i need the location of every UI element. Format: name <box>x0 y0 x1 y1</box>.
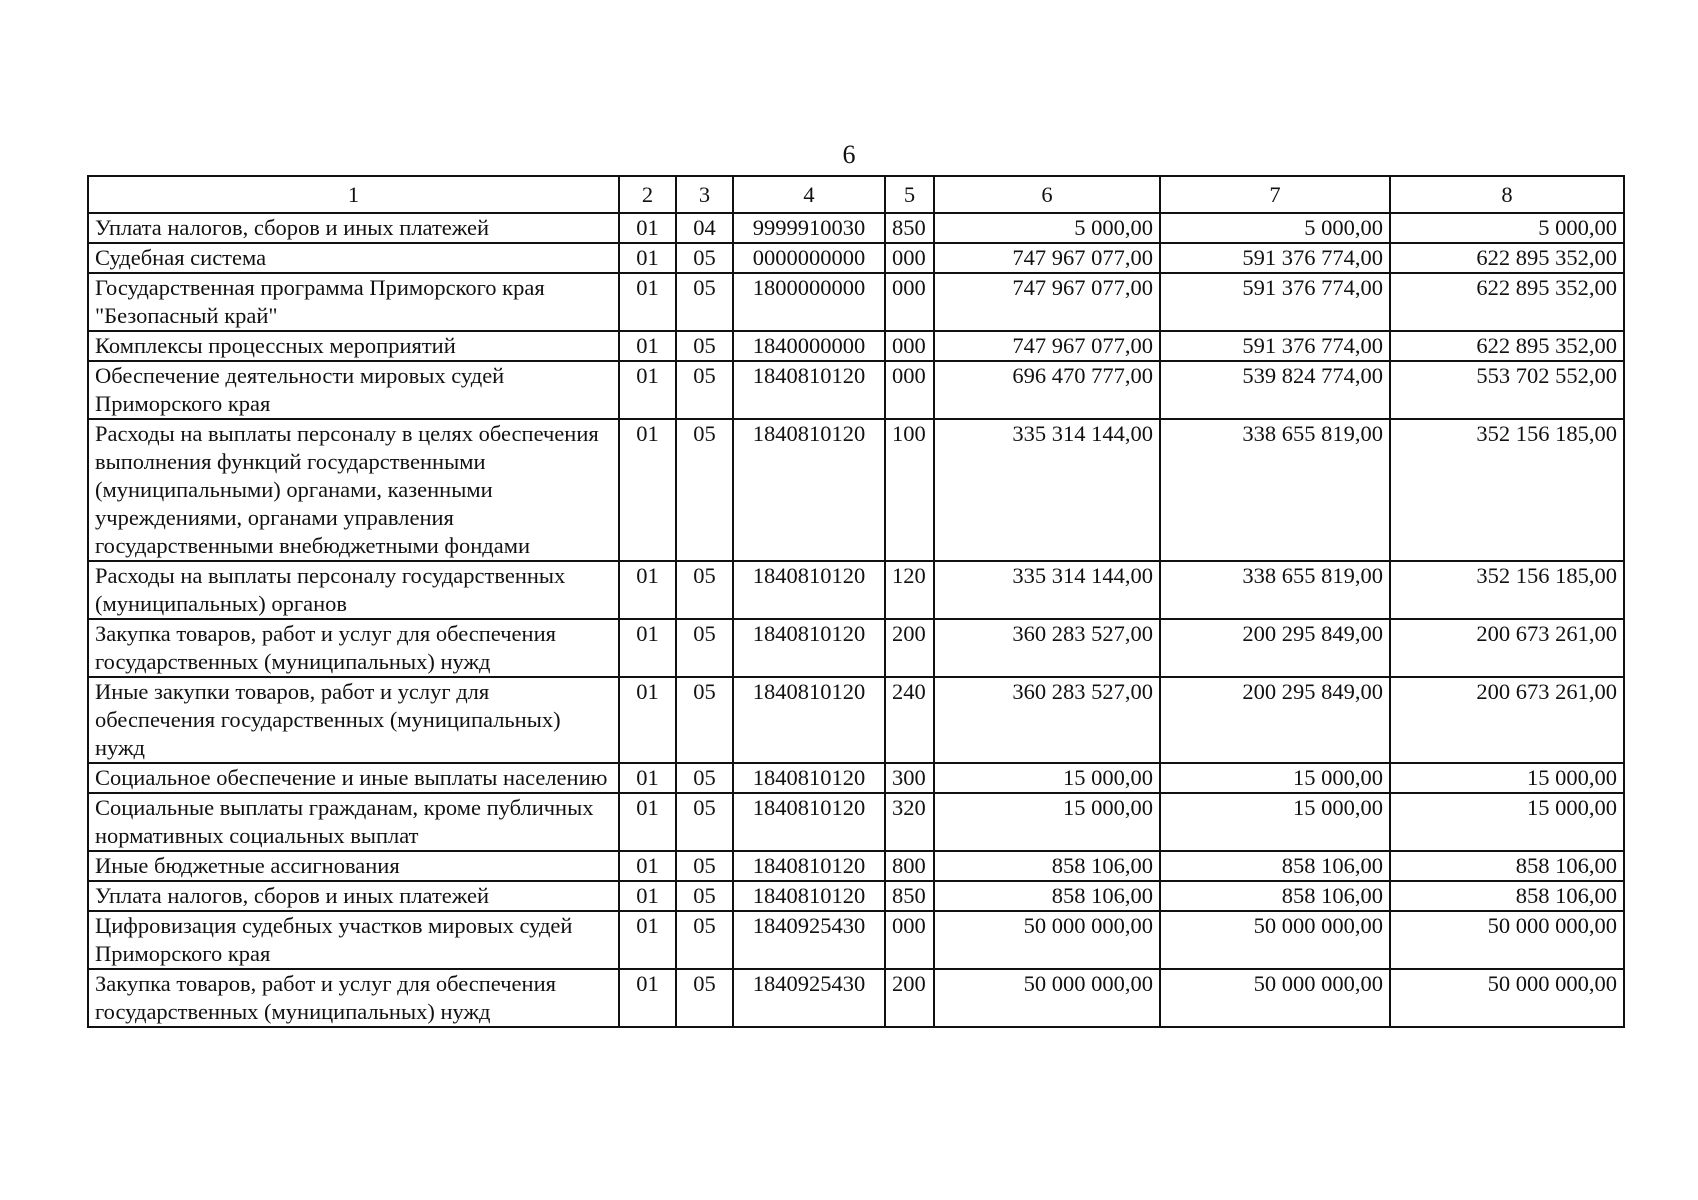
header-cell: 4 <box>733 176 885 213</box>
amount-col8-cell: 200 673 261,00 <box>1390 677 1624 763</box>
section-code-cell: 01 <box>619 361 676 419</box>
table-row <box>88 331 1624 361</box>
amount-col7-cell: 5 000,00 <box>1160 213 1390 243</box>
amount-col6-cell: 5 000,00 <box>934 213 1160 243</box>
expense-type-cell: 800 <box>885 851 934 881</box>
table-row <box>88 763 1624 793</box>
amount-col6-cell: 747 967 077,00 <box>934 243 1160 273</box>
expense-type-cell: 000 <box>885 273 934 331</box>
table-row <box>88 419 1624 561</box>
subsection-code-cell: 05 <box>676 243 733 273</box>
table-row <box>88 969 1624 1027</box>
item-name-cell: Иные бюджетные ассигнования <box>88 851 619 881</box>
expense-type-cell: 200 <box>885 619 934 677</box>
header-cell: 3 <box>676 176 733 213</box>
amount-col7-cell: 591 376 774,00 <box>1160 331 1390 361</box>
header-cell: 6 <box>934 176 1160 213</box>
item-name-cell: Расходы на выплаты персоналу государственных (муниципальных) органов <box>88 561 619 619</box>
amount-col6-cell: 50 000 000,00 <box>934 911 1160 969</box>
item-name-cell: Социальные выплаты гражданам, кроме публичных нормативных социальных выплат <box>88 793 619 851</box>
header-cell: 7 <box>1160 176 1390 213</box>
target-article-cell: 9999910030 <box>733 213 885 243</box>
amount-col8-cell: 622 895 352,00 <box>1390 273 1624 331</box>
subsection-code-cell: 05 <box>676 331 733 361</box>
table-row <box>88 273 1624 331</box>
item-name-cell: Обеспечение деятельности мировых судей Приморского края <box>88 361 619 419</box>
amount-col8-cell: 15 000,00 <box>1390 793 1624 851</box>
section-code-cell: 01 <box>619 911 676 969</box>
expense-type-cell: 000 <box>885 911 934 969</box>
amount-col8-cell: 200 673 261,00 <box>1390 619 1624 677</box>
section-code-cell: 01 <box>619 763 676 793</box>
expense-type-cell: 850 <box>885 881 934 911</box>
amount-col7-cell: 858 106,00 <box>1160 851 1390 881</box>
target-article-cell: 1840925430 <box>733 911 885 969</box>
section-code-cell: 01 <box>619 677 676 763</box>
expense-type-cell: 200 <box>885 969 934 1027</box>
target-article-cell: 1840810120 <box>733 561 885 619</box>
subsection-code-cell: 05 <box>676 911 733 969</box>
budget-table <box>87 175 1625 1028</box>
amount-col7-cell: 200 295 849,00 <box>1160 619 1390 677</box>
amount-col6-cell: 335 314 144,00 <box>934 561 1160 619</box>
target-article-cell: 0000000000 <box>733 243 885 273</box>
expense-type-cell: 120 <box>885 561 934 619</box>
amount-col7-cell: 50 000 000,00 <box>1160 969 1390 1027</box>
item-name-cell: Расходы на выплаты персоналу в целях обеспечения выполнения функций государственными (муниципальными) органами, казенными учреждениями, органами управления государственными внебюджетными фондами <box>88 419 619 561</box>
header-row <box>88 176 1624 213</box>
amount-col7-cell: 539 824 774,00 <box>1160 361 1390 419</box>
section-code-cell: 01 <box>619 561 676 619</box>
expense-type-cell: 000 <box>885 361 934 419</box>
subsection-code-cell: 05 <box>676 273 733 331</box>
item-name-cell: Закупка товаров, работ и услуг для обеспечения государственных (муниципальных) нужд <box>88 969 619 1027</box>
subsection-code-cell: 05 <box>676 619 733 677</box>
amount-col6-cell: 50 000 000,00 <box>934 969 1160 1027</box>
table-row <box>88 881 1624 911</box>
amount-col8-cell: 858 106,00 <box>1390 881 1624 911</box>
amount-col8-cell: 622 895 352,00 <box>1390 331 1624 361</box>
item-name-cell: Цифровизация судебных участков мировых судей Приморского края <box>88 911 619 969</box>
amount-col7-cell: 50 000 000,00 <box>1160 911 1390 969</box>
amount-col6-cell: 696 470 777,00 <box>934 361 1160 419</box>
table-row <box>88 677 1624 763</box>
header-cell: 2 <box>619 176 676 213</box>
target-article-cell: 1840810120 <box>733 361 885 419</box>
amount-col7-cell: 15 000,00 <box>1160 763 1390 793</box>
section-code-cell: 01 <box>619 331 676 361</box>
target-article-cell: 1840925430 <box>733 969 885 1027</box>
target-article-cell: 1800000000 <box>733 273 885 331</box>
item-name-cell: Иные закупки товаров, работ и услуг для обеспечения государственных (муниципальных) нужд <box>88 677 619 763</box>
item-name-cell: Уплата налогов, сборов и иных платежей <box>88 213 619 243</box>
subsection-code-cell: 05 <box>676 677 733 763</box>
amount-col8-cell: 50 000 000,00 <box>1390 969 1624 1027</box>
subsection-code-cell: 05 <box>676 763 733 793</box>
amount-col8-cell: 352 156 185,00 <box>1390 561 1624 619</box>
table-row <box>88 213 1624 243</box>
table-row <box>88 361 1624 419</box>
amount-col6-cell: 360 283 527,00 <box>934 677 1160 763</box>
subsection-code-cell: 05 <box>676 881 733 911</box>
amount-col7-cell: 591 376 774,00 <box>1160 273 1390 331</box>
expense-type-cell: 300 <box>885 763 934 793</box>
item-name-cell: Государственная программа Приморского края "Безопасный край" <box>88 273 619 331</box>
table-row <box>88 851 1624 881</box>
table-row <box>88 619 1624 677</box>
item-name-cell: Закупка товаров, работ и услуг для обеспечения государственных (муниципальных) нужд <box>88 619 619 677</box>
header-cell: 1 <box>88 176 619 213</box>
amount-col6-cell: 747 967 077,00 <box>934 331 1160 361</box>
section-code-cell: 01 <box>619 851 676 881</box>
item-name-cell: Судебная система <box>88 243 619 273</box>
target-article-cell: 1840810120 <box>733 619 885 677</box>
section-code-cell: 01 <box>619 213 676 243</box>
expense-type-cell: 240 <box>885 677 934 763</box>
target-article-cell: 1840810120 <box>733 677 885 763</box>
amount-col8-cell: 858 106,00 <box>1390 851 1624 881</box>
target-article-cell: 1840810120 <box>733 419 885 561</box>
target-article-cell: 1840000000 <box>733 331 885 361</box>
expense-type-cell: 000 <box>885 243 934 273</box>
amount-col8-cell: 5 000,00 <box>1390 213 1624 243</box>
amount-col8-cell: 622 895 352,00 <box>1390 243 1624 273</box>
amount-col7-cell: 15 000,00 <box>1160 793 1390 851</box>
item-name-cell: Уплата налогов, сборов и иных платежей <box>88 881 619 911</box>
item-name-cell: Социальное обеспечение и иные выплаты населению <box>88 763 619 793</box>
amount-col6-cell: 360 283 527,00 <box>934 619 1160 677</box>
amount-col7-cell: 200 295 849,00 <box>1160 677 1390 763</box>
amount-col7-cell: 338 655 819,00 <box>1160 419 1390 561</box>
table-row <box>88 911 1624 969</box>
target-article-cell: 1840810120 <box>733 793 885 851</box>
section-code-cell: 01 <box>619 419 676 561</box>
expense-type-cell: 850 <box>885 213 934 243</box>
amount-col6-cell: 335 314 144,00 <box>934 419 1160 561</box>
section-code-cell: 01 <box>619 793 676 851</box>
expense-type-cell: 000 <box>885 331 934 361</box>
header-cell: 8 <box>1390 176 1624 213</box>
target-article-cell: 1840810120 <box>733 851 885 881</box>
amount-col6-cell: 15 000,00 <box>934 793 1160 851</box>
subsection-code-cell: 05 <box>676 361 733 419</box>
amount-col8-cell: 553 702 552,00 <box>1390 361 1624 419</box>
amount-col6-cell: 858 106,00 <box>934 851 1160 881</box>
amount-col8-cell: 15 000,00 <box>1390 763 1624 793</box>
subsection-code-cell: 05 <box>676 561 733 619</box>
subsection-code-cell: 04 <box>676 213 733 243</box>
section-code-cell: 01 <box>619 969 676 1027</box>
section-code-cell: 01 <box>619 273 676 331</box>
amount-col6-cell: 747 967 077,00 <box>934 273 1160 331</box>
expense-type-cell: 100 <box>885 419 934 561</box>
expense-type-cell: 320 <box>885 793 934 851</box>
amount-col6-cell: 15 000,00 <box>934 763 1160 793</box>
subsection-code-cell: 05 <box>676 851 733 881</box>
section-code-cell: 01 <box>619 243 676 273</box>
amount-col7-cell: 591 376 774,00 <box>1160 243 1390 273</box>
table-body <box>88 213 1624 1027</box>
table-row <box>88 561 1624 619</box>
section-code-cell: 01 <box>619 619 676 677</box>
target-article-cell: 1840810120 <box>733 763 885 793</box>
subsection-code-cell: 05 <box>676 419 733 561</box>
table-row <box>88 793 1624 851</box>
amount-col8-cell: 50 000 000,00 <box>1390 911 1624 969</box>
target-article-cell: 1840810120 <box>733 881 885 911</box>
amount-col7-cell: 338 655 819,00 <box>1160 561 1390 619</box>
item-name-cell: Комплексы процессных мероприятий <box>88 331 619 361</box>
page-number: 6 <box>842 140 856 169</box>
subsection-code-cell: 05 <box>676 793 733 851</box>
header-cell: 5 <box>885 176 934 213</box>
amount-col6-cell: 858 106,00 <box>934 881 1160 911</box>
amount-col7-cell: 858 106,00 <box>1160 881 1390 911</box>
amount-col8-cell: 352 156 185,00 <box>1390 419 1624 561</box>
table-row <box>88 243 1624 273</box>
subsection-code-cell: 05 <box>676 969 733 1027</box>
section-code-cell: 01 <box>619 881 676 911</box>
